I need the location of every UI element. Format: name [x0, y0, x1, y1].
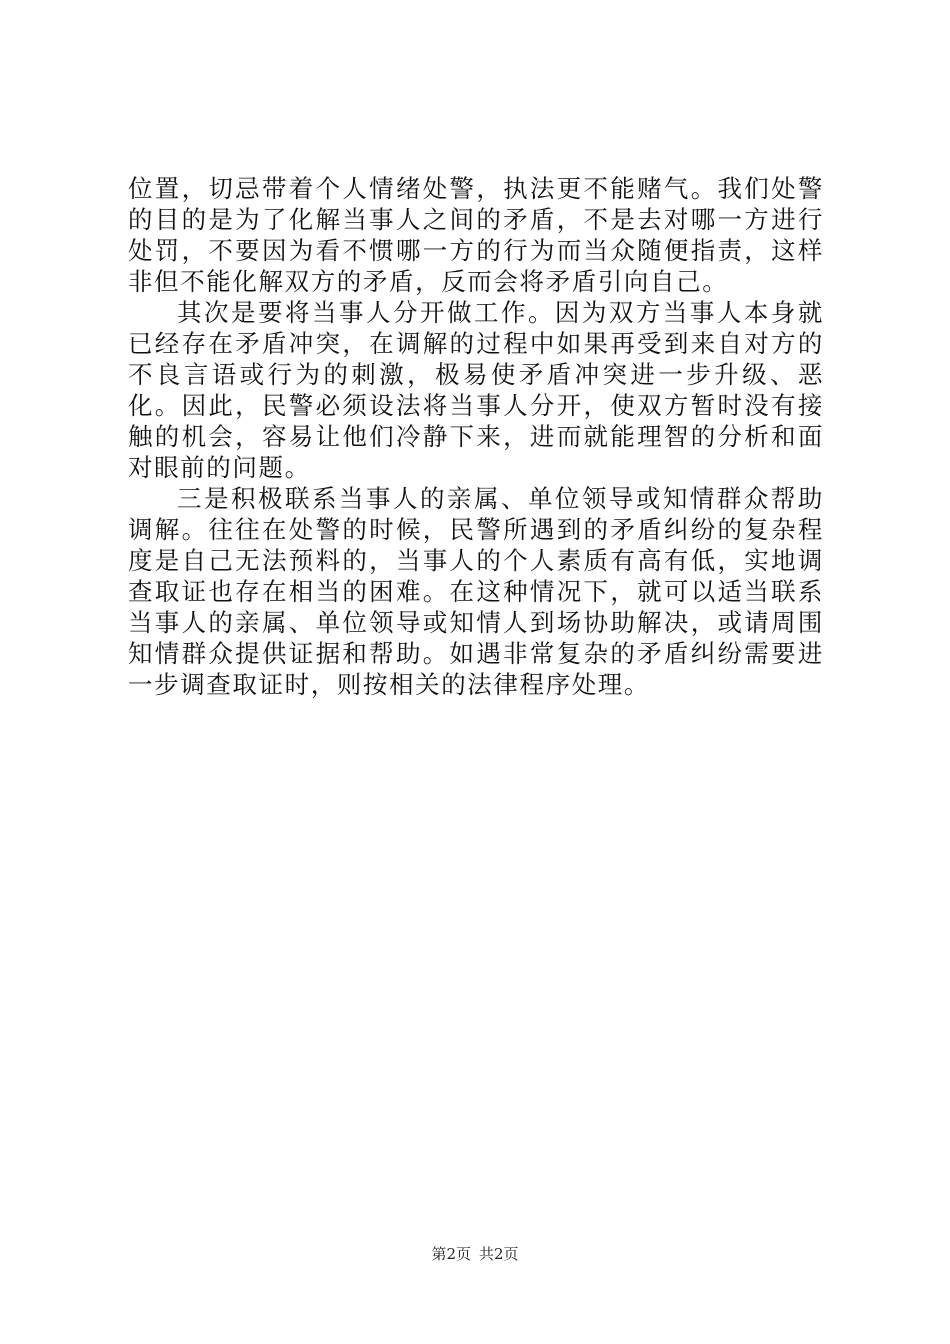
document-body — [128, 173, 824, 700]
paragraph-continuation: 位置，切忌带着个人情绪处警，执法更不能赌气。我们处警的目的是为了化解当事人之间的矛盾，不是去对哪一方进行处罚，不要因为看不惯哪一方的行为而当众随便指责，这样非但不能化解双方的矛盾，反而会将矛盾引向自己。 — [128, 174, 824, 296]
page-total: 共2页 — [479, 1245, 519, 1263]
page-footer — [0, 1244, 950, 1264]
paragraph-separate-parties: 其次是要将当事人分开做工作。因为双方当事人本身就已经存在矛盾冲突，在调解的过程中如果再受到来自对方的不良言语或行为的刺激，极易使矛盾冲突进一步升级、恶化。因此，民警必须设法将当事人分开，使双方暂时没有接触的机会，容易让他们冷静下来，进而就能理智的分析和面对眼前的问题。 — [128, 298, 824, 482]
page-number: 第2页 — [431, 1245, 471, 1263]
paragraph-contact-relatives: 三是积极联系当事人的亲属、单位领导或知情群众帮助调解。往往在处警的时候，民警所遇到的矛盾纠纷的复杂程度是自己无法预料的，当事人的个人素质有高有低，实地调查取证也存在相当的困难。在这种情况下，就可以适当联系当事人的亲属、单位领导或知情人到场协助解决，或请周围知情群众提供证据和帮助。如遇非常复杂的矛盾纠纷需要进一步调查取证时，则按相关的法律程序处理。 — [128, 484, 824, 699]
